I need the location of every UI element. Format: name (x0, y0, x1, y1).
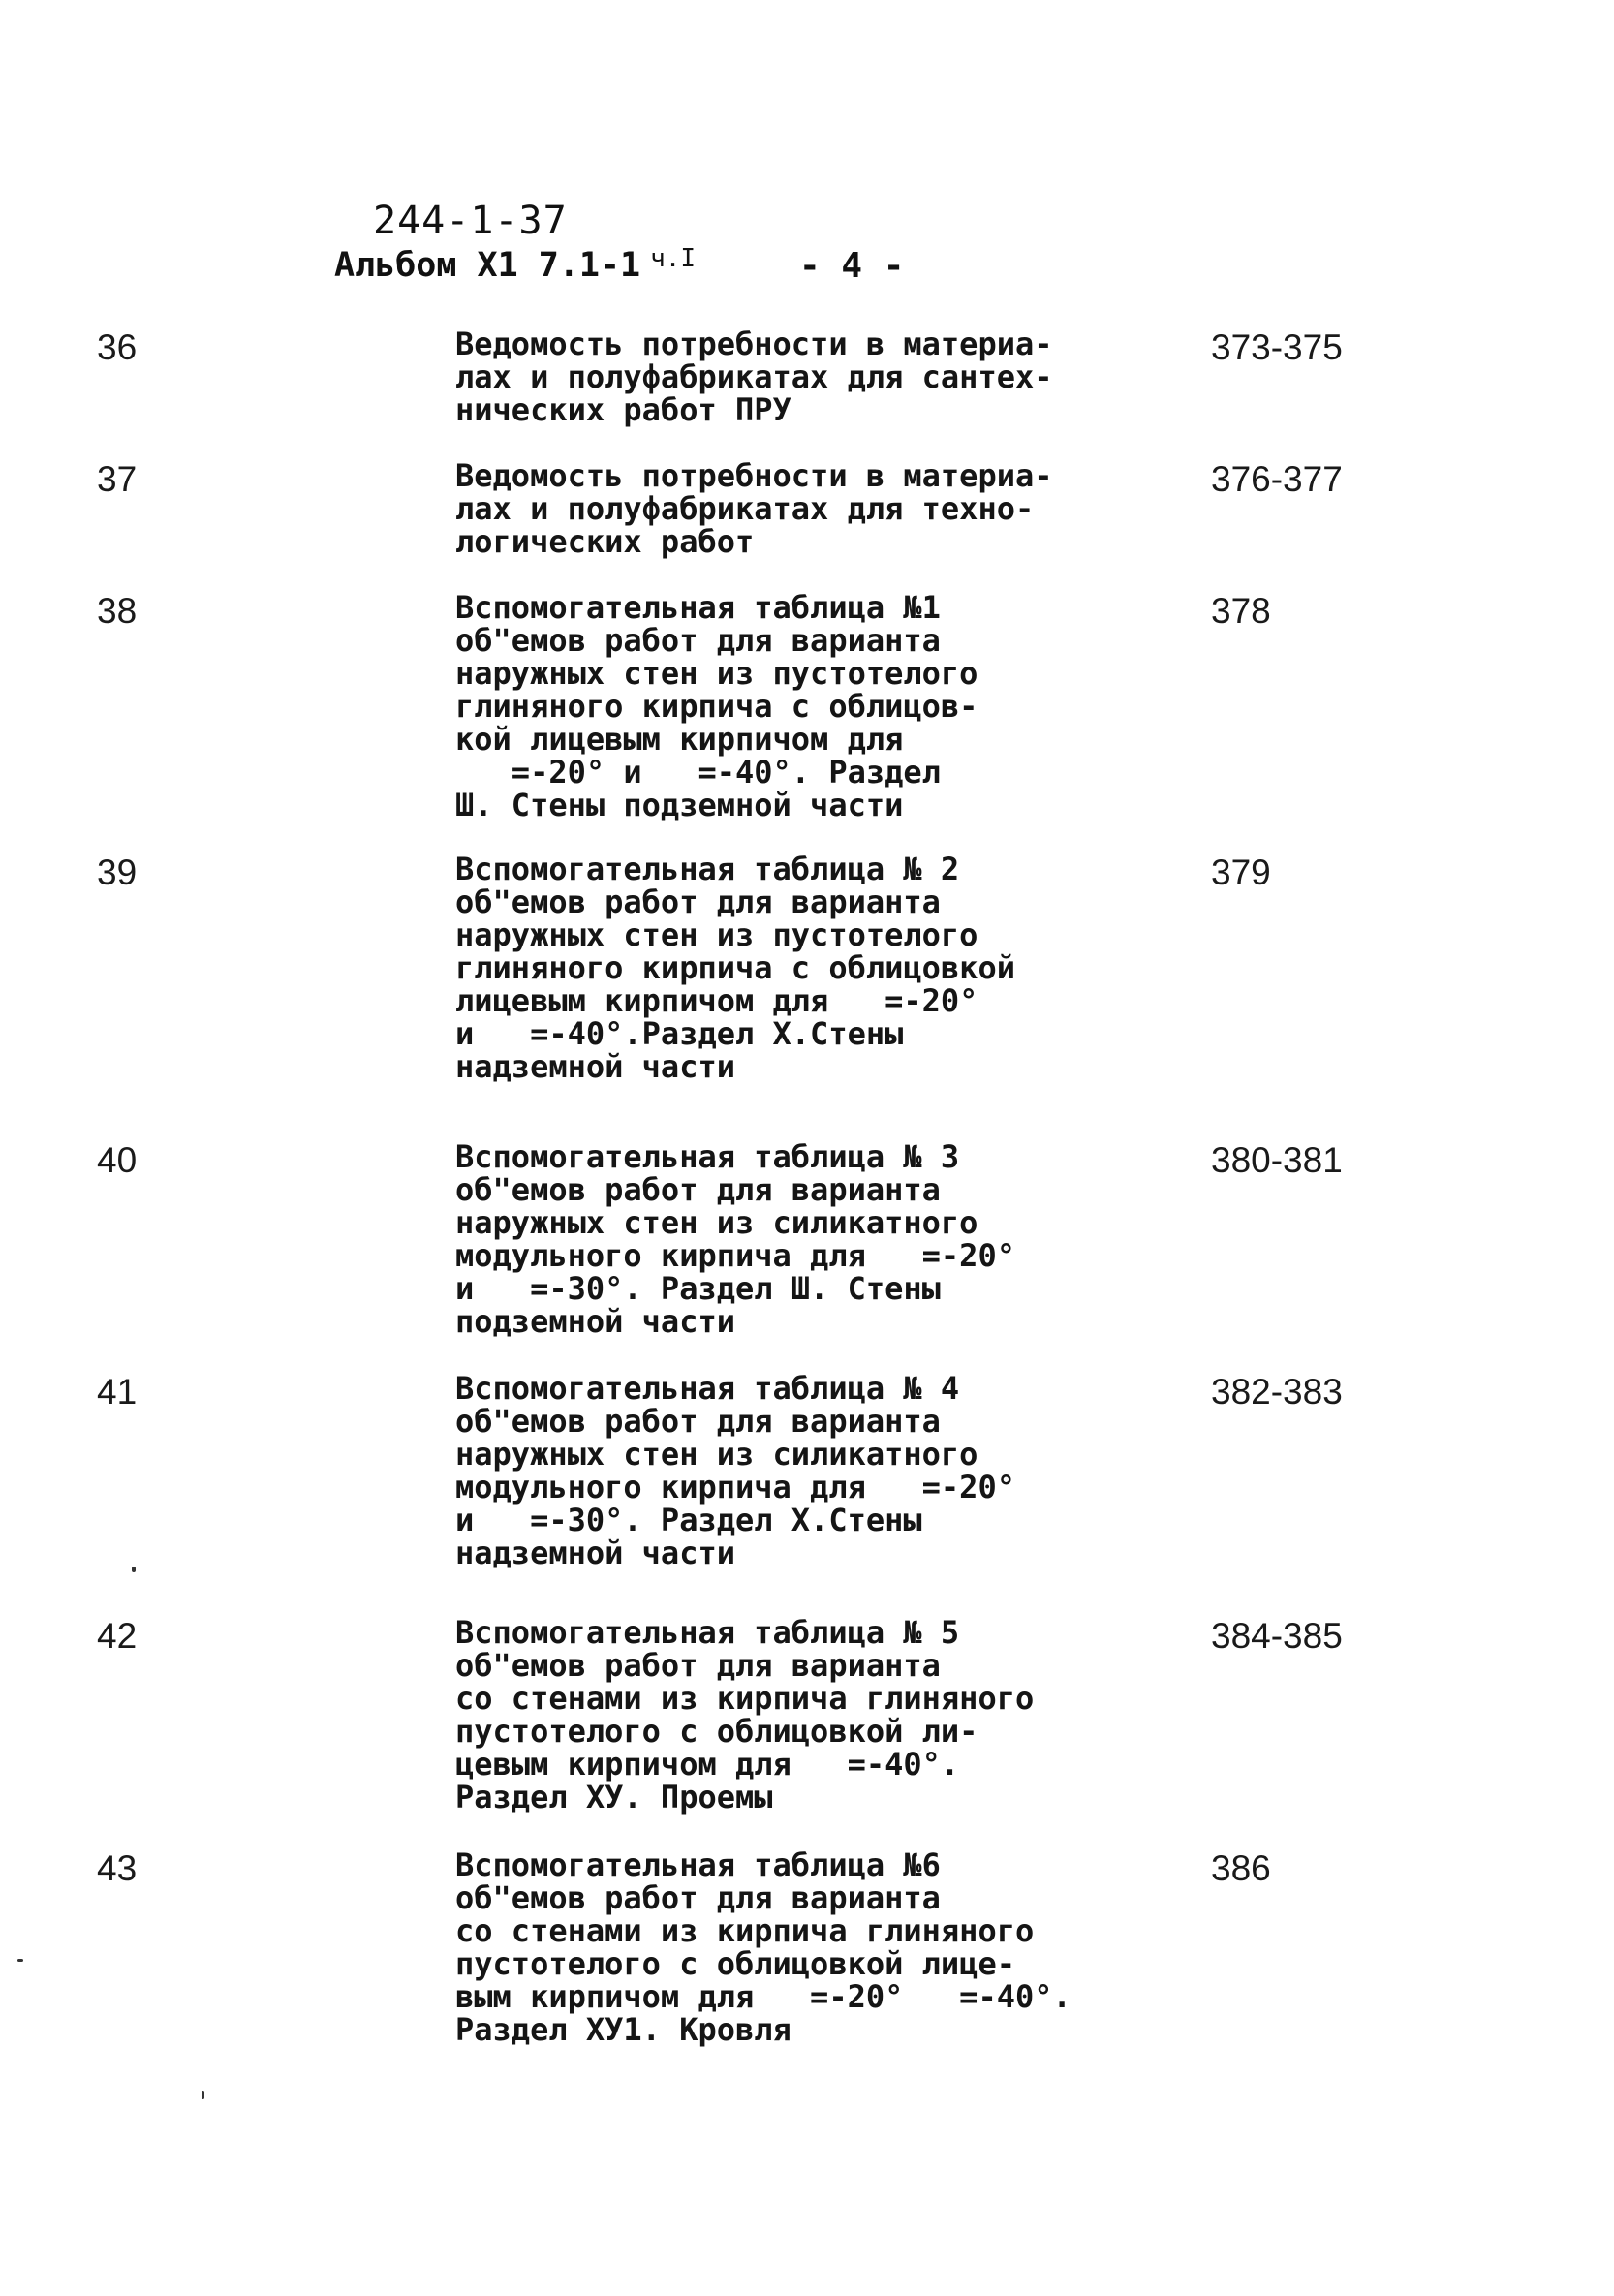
album-note: ч.I (650, 244, 697, 273)
entry-number: 43 (97, 1848, 138, 1888)
entry-pages: 386 (1211, 1848, 1271, 1888)
entry-description: Вспомогательная таблица № 3 об"емов работ для варианта наружных стен из силикатного модульного кирпича для =-20° и =-30°. Раздел Ш. Стены подземной части (455, 1138, 1015, 1340)
entry-pages: 378 (1211, 591, 1271, 631)
entry-number: 40 (97, 1140, 138, 1180)
entry-pages: 376-377 (1211, 459, 1343, 499)
album-label: Альбом X1 7.1-1 (334, 246, 641, 285)
scan-speck (132, 1567, 136, 1572)
entry-description: Вспомогательная таблица №6 об"емов работ для варианта со стенами из кирпича глиняного пустотелого с облицовкой лице- вым кирпичом для =-20° =-40°. Раздел ХУ1. Кровля (455, 1846, 1071, 2048)
scan-speck (202, 2091, 204, 2099)
entry-number: 39 (97, 853, 138, 892)
entry-description: Вспомогательная таблица № 5 об"емов работ для варианта со стенами из кирпича глиняного пустотелого с облицовкой ли- цевым кирпичом для =-40°. Раздел ХУ. Проемы (455, 1614, 1035, 1815)
entry-pages: 382-383 (1211, 1372, 1343, 1412)
entry-pages: 380-381 (1211, 1140, 1343, 1180)
page-number: - 4 - (799, 246, 905, 286)
entry-description: Вспомогательная таблица №1 об"емов работ для варианта наружных стен из пустотелого глиняного кирпича с облицов- кой лицевым кирпичом для =-20° и =-40°. Раздел Ш. Стены подземной части (455, 589, 978, 823)
entry-pages: 379 (1211, 853, 1271, 892)
entry-description: Вспомогательная таблица № 4 об"емов работ для варианта наружных стен из силикатного модульного кирпича для =-20° и =-30°. Раздел Х.Стены надземной части (455, 1370, 1015, 1571)
entry-pages: 373-375 (1211, 327, 1343, 367)
entry-number: 42 (97, 1616, 138, 1656)
entry-number: 38 (97, 591, 138, 631)
entry-number: 41 (97, 1372, 138, 1412)
entry-description: Ведомость потребности в материа- лах и полуфабрикатах для техно- логических работ (455, 457, 1053, 560)
entry-description: Вспомогательная таблица № 2 об"емов работ для варианта наружных стен из пустотелого глиняного кирпича с облицовкой лицевым кирпичом для =-20° и =-40°.Раздел Х.Стены надземной части (455, 851, 1015, 1085)
entry-number: 36 (97, 327, 138, 367)
document-code: 244-1-37 (373, 199, 568, 243)
scan-speck (17, 1959, 23, 1962)
entry-description: Ведомость потребности в материа- лах и полуфабрикатах для сантех- нических работ ПРУ (455, 326, 1053, 428)
entry-number: 37 (97, 459, 138, 499)
entry-pages: 384-385 (1211, 1616, 1343, 1656)
album-title (334, 244, 696, 285)
